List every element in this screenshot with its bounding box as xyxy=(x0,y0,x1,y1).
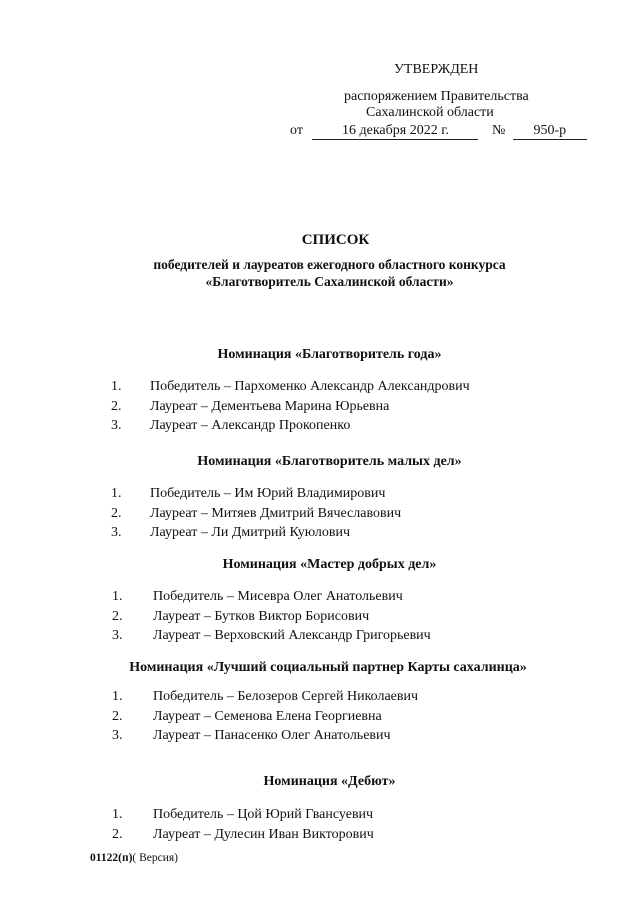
item-number: 1. xyxy=(111,379,122,394)
winners-list xyxy=(0,805,631,844)
approval-number: 950-р xyxy=(513,124,587,140)
nomination-title: Номинация «Мастер добрых дел» xyxy=(222,557,437,572)
item-text: Лауреат – Бутков Виктор Борисович xyxy=(153,608,370,624)
item-text: Лауреат – Панасенко Олег Анатольевич xyxy=(153,728,391,743)
nomination-section xyxy=(0,659,631,746)
list-item xyxy=(0,805,631,825)
subtitle-line-2: «Благотворитель Сахалинской области» xyxy=(205,274,454,289)
item-number: 2. xyxy=(112,708,123,724)
item-number: 3. xyxy=(111,418,122,433)
nomination-title: Номинация «Благотворитель года» xyxy=(217,347,442,362)
item-text: Победитель – Мисевра Олег Анатольевич xyxy=(153,589,403,604)
document-subtitle xyxy=(28,256,631,290)
winners-list xyxy=(0,587,631,646)
nomination-section xyxy=(0,346,631,436)
subtitle-line-1: победителей и лауреатов ежегодного областного конкурса xyxy=(153,257,506,272)
list-item xyxy=(0,587,631,607)
item-text: Победитель – Цой Юрий Гвансуевич xyxy=(153,807,374,822)
nomination-title: Номинация «Лучший социальный партнер Карты сахалинца» xyxy=(129,660,527,675)
nomination-section xyxy=(0,556,631,646)
document-footer xyxy=(90,852,178,864)
number-label: № xyxy=(491,123,506,138)
item-number: 3. xyxy=(111,525,122,540)
document-heading xyxy=(0,232,631,290)
approval-word: УТВЕРЖДЕН xyxy=(394,62,479,77)
nomination-title: Номинация «Дебют» xyxy=(263,774,396,789)
list-item xyxy=(0,825,631,845)
list-item xyxy=(0,416,631,436)
item-text: Победитель – Им Юрий Владимирович xyxy=(150,486,386,501)
winners-list xyxy=(0,687,631,746)
list-item xyxy=(0,726,631,746)
nomination-section xyxy=(0,453,631,543)
document-title: СПИСОК xyxy=(301,232,370,248)
list-item xyxy=(0,607,631,627)
item-number: 3. xyxy=(112,628,123,643)
list-item xyxy=(0,707,631,727)
item-number: 2. xyxy=(112,608,123,624)
list-item xyxy=(0,377,631,397)
item-number: 1. xyxy=(111,486,122,501)
approval-date-line xyxy=(290,123,587,140)
item-number: 3. xyxy=(112,728,123,743)
item-text: Лауреат – Митяев Дмитрий Вячеславович xyxy=(150,505,402,521)
nomination-section xyxy=(0,773,631,844)
item-number: 2. xyxy=(111,398,122,414)
document-code: 01122(п) xyxy=(90,852,133,864)
approval-region: Сахалинской области xyxy=(366,105,494,120)
item-number: 2. xyxy=(111,505,122,521)
item-text: Лауреат – Верховский Александр Григорьевич xyxy=(153,628,431,643)
item-text: Лауреат – Семенова Елена Георгиевна xyxy=(153,708,382,724)
winners-list xyxy=(0,484,631,543)
from-label: от xyxy=(290,123,303,138)
list-item xyxy=(0,687,631,707)
list-item xyxy=(0,626,631,646)
item-text: Лауреат – Дулесин Иван Викторович xyxy=(153,826,374,842)
document-version: ( Версия) xyxy=(132,852,179,864)
item-text: Лауреат – Александр Прокопенко xyxy=(150,418,351,433)
item-number: 2. xyxy=(112,826,123,842)
approval-date: 16 декабря 2022 г. xyxy=(312,124,478,140)
item-text: Победитель – Белозеров Сергей Николаевич xyxy=(153,689,419,704)
winners-list xyxy=(0,377,631,436)
item-number: 1. xyxy=(112,807,123,822)
item-text: Лауреат – Дементьева Марина Юрьевна xyxy=(150,398,390,414)
approval-authority: распоряжением Правительства xyxy=(344,89,529,104)
list-item xyxy=(0,484,631,504)
item-text: Победитель – Пархоменко Александр Александрович xyxy=(150,379,470,394)
nomination-title: Номинация «Благотворитель малых дел» xyxy=(197,454,462,469)
list-item xyxy=(0,523,631,543)
item-text: Лауреат – Ли Дмитрий Куюлович xyxy=(150,525,351,540)
item-number: 1. xyxy=(112,689,123,704)
list-item xyxy=(0,504,631,524)
item-number: 1. xyxy=(112,589,123,604)
list-item xyxy=(0,397,631,417)
